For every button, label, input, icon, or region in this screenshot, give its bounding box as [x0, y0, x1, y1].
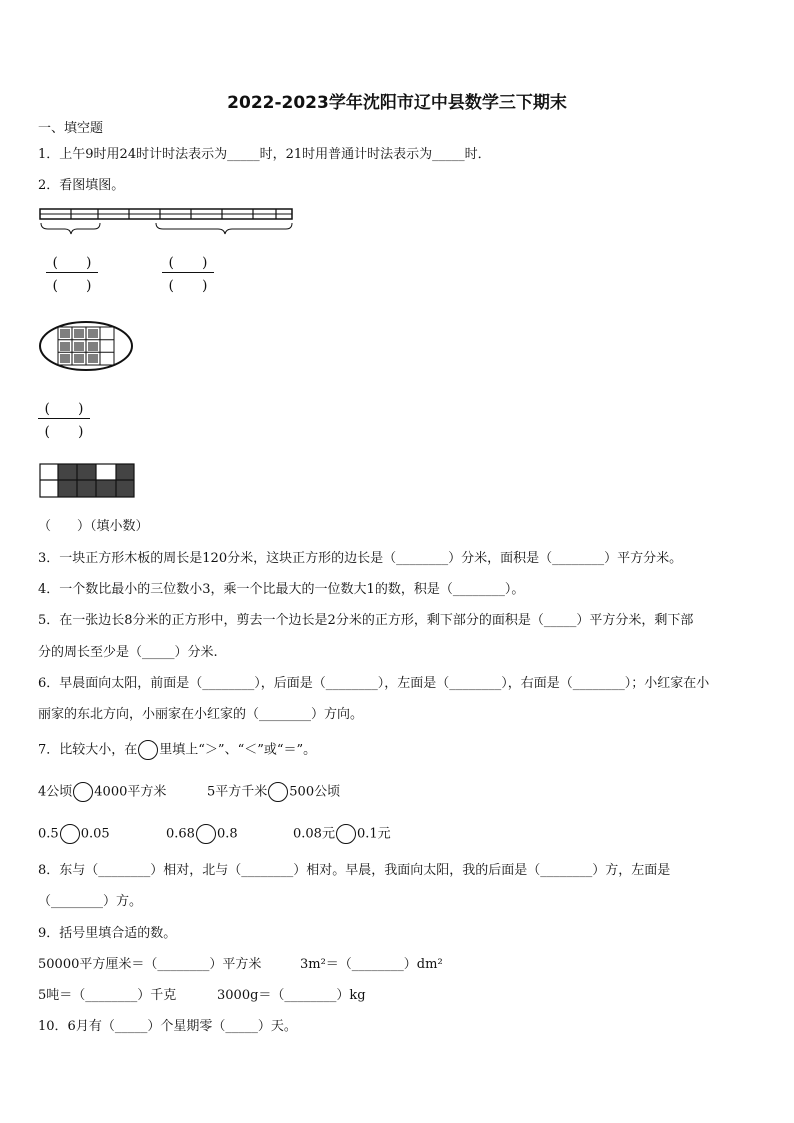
question-9-item: 50000平方厘米＝（________）平方米	[38, 957, 262, 972]
question-10: 10．6月有（_____）个星期零（_____）天。	[38, 1019, 297, 1034]
compare-right: 500公顷	[289, 784, 341, 800]
ellipse-grid-figure	[38, 320, 138, 372]
compare-left: 0.08元	[293, 826, 335, 842]
compare-left: 0.5	[38, 826, 59, 842]
numerator-blank[interactable]: ( )	[44, 401, 84, 417]
fraction-blank[interactable]	[38, 398, 90, 439]
compare-circle-blank[interactable]	[336, 824, 356, 844]
compare-right: 0.05	[80, 826, 110, 842]
question-6-line-1: 6．早晨面向太阳，前面是（________），后面是（________），左面是（________），右面是（________）；小红家在小	[38, 676, 710, 691]
question-4: 4．一个数比最小的三位数小3，乘一个比最大的一位数大1的数，积是（________）。	[38, 582, 525, 597]
compare-item	[293, 824, 391, 844]
compare-left: 0.68	[166, 826, 195, 842]
compare-right: 0.1元	[356, 826, 391, 842]
denominator-blank[interactable]: ( )	[168, 278, 208, 294]
section-heading: 一、填空题	[38, 121, 104, 136]
question-1: 1．上午9时用24时计时法表示为_____时，21时用普通计时法表示为_____时．	[38, 147, 491, 162]
question-9-item: 3000g＝（________）kg	[217, 988, 366, 1003]
decimal-answer-prompt: （ ）（填小数）	[38, 519, 149, 534]
denominator-blank[interactable]: ( )	[44, 424, 84, 440]
compare-right: 4000平方米	[94, 784, 167, 800]
compare-item	[38, 782, 166, 802]
compare-item	[207, 782, 340, 802]
numerator-blank[interactable]: ( )	[168, 255, 208, 271]
fraction-blank[interactable]	[162, 252, 214, 293]
compare-left: 5平方千米	[207, 784, 268, 800]
compare-circle-blank[interactable]	[268, 782, 288, 802]
question-8-line-1: 8．东与（________）相对，北与（________）相对。早晨，我面向太阳，我的后面是（________）方，左面是	[38, 863, 671, 878]
shaded-grid-figure	[38, 462, 138, 500]
question-9-item: 3m²＝（________）dm²	[300, 957, 443, 972]
question-5-line-2: 分的周长至少是（_____）分米.	[38, 645, 218, 660]
fraction-bar	[46, 272, 98, 273]
question-6-line-2: 丽家的东北方向，小丽家在小红家的（________）方向。	[38, 707, 364, 722]
question-3: 3．一块正方形木板的周长是120分米，这块正方形的边长是（________）分米，面积是（________）平方分米。	[38, 551, 683, 566]
compare-right: 0.8	[216, 826, 238, 842]
compare-item	[38, 824, 110, 844]
compare-circle-blank[interactable]	[73, 782, 93, 802]
fraction-blank[interactable]	[46, 252, 98, 293]
segmented-bar-figure	[38, 205, 298, 237]
question-8-line-2: （________）方。	[38, 894, 143, 909]
numerator-blank[interactable]: ( )	[52, 255, 92, 271]
compare-circle-blank[interactable]	[60, 824, 80, 844]
question-5-line-1: 5．在一张边长8分米的正方形中，剪去一个边长是2分米的正方形，剩下部分的面积是（_____）平方分米，剩下部	[38, 613, 694, 628]
compare-item	[166, 824, 238, 844]
page-title: 2022-2023学年沈阳市辽中县数学三下期末	[227, 93, 567, 113]
denominator-blank[interactable]: ( )	[52, 278, 92, 294]
question-7	[38, 740, 316, 760]
question-2: 2．看图填图。	[38, 178, 125, 193]
question-7-prefix: 7．比较大小，在	[38, 742, 138, 758]
compare-left: 4公顷	[38, 784, 73, 800]
compare-circle-icon	[138, 740, 158, 760]
fraction-bar	[162, 272, 214, 273]
question-9: 9．括号里填合适的数。	[38, 926, 177, 941]
compare-circle-blank[interactable]	[196, 824, 216, 844]
question-9-item: 5吨＝（________）千克	[38, 988, 177, 1003]
fraction-bar	[38, 418, 90, 419]
question-7-suffix: 里填上“＞”、“＜”或“＝”。	[159, 742, 317, 758]
